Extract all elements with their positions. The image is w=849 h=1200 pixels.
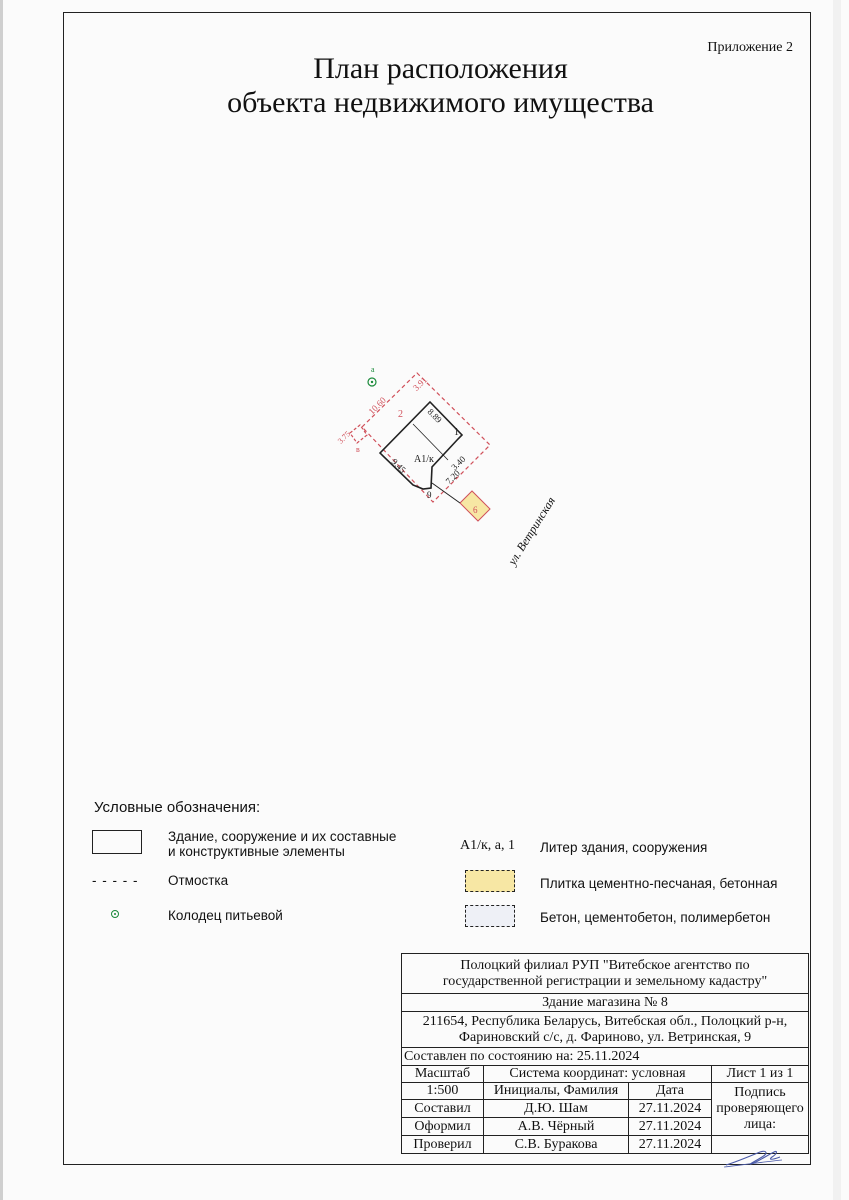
legend-building-text (168, 829, 396, 859)
scan-edge-left (0, 0, 3, 1200)
date-header: Дата (629, 1083, 712, 1100)
name-compiled: Д.Ю. Шам (484, 1100, 629, 1118)
scan-edge-right (833, 0, 841, 1200)
signature-scribble (722, 1148, 784, 1170)
dim-bottom-right: 7.20 (443, 467, 462, 487)
site-plan (330, 355, 510, 535)
role-formatted: Оформил (402, 1118, 484, 1136)
address-cell (402, 1012, 809, 1048)
legend-building-line2: и конструктивные элементы (168, 844, 345, 859)
name-checked: С.В. Буракова (484, 1136, 629, 1154)
signature-header-line2: проверяющего (716, 1101, 804, 1116)
legend-litera-symbol: А1/к, а, 1 (460, 838, 516, 853)
label-part2: 2 (398, 409, 403, 420)
object-name: Здание магазина № 8 (402, 994, 809, 1012)
address-line2: Фариновский с/с, д. Фариново, ул. Ветринская, 9 (458, 1029, 752, 1045)
building-litera: А1/к (414, 454, 434, 465)
legend-well-text: Колодец питьевой (168, 908, 283, 923)
dim-left: 9.45 (389, 456, 408, 475)
org-line2: государственной регистрации и земельному кадастру" (442, 973, 768, 989)
well-label-a: а (371, 365, 375, 374)
scale-label: Масштаб (402, 1066, 484, 1083)
legend-well-symbol (111, 910, 119, 918)
role-compiled: Составил (402, 1100, 484, 1118)
dim-outer-top-right: 3.91 (410, 374, 430, 393)
label-part6: 6 (473, 505, 478, 515)
label-part1: 1 (454, 427, 459, 438)
legend-otmostka-symbol: - - - - - (92, 873, 139, 888)
label-v: в (356, 445, 360, 454)
state-date: Составлен по состоянию на: 25.11.2024 (402, 1048, 809, 1066)
dim-outer-top: 10.60 (366, 395, 388, 417)
connector-line (432, 483, 460, 503)
legend-building-line1: Здание, сооружение и их составные (168, 829, 397, 844)
street-label: ул. Ветринская (505, 494, 558, 568)
dim-outer-left: 3.75 (335, 429, 353, 446)
sheet-number: Лист 1 из 1 (712, 1066, 809, 1083)
legend-tile-text: Плитка цементно-песчаная, бетонная (540, 876, 778, 891)
page-title-line1: План расположения (313, 52, 568, 85)
signature-header-line1: Подпись (734, 1085, 786, 1100)
signature-header (712, 1083, 809, 1136)
legend-title: Условные обозначения: (94, 799, 261, 816)
legend-otmostka-text: Отмостка (168, 873, 229, 888)
otmostka-v (350, 425, 367, 443)
legend-concrete-symbol (465, 905, 515, 927)
dim-top: 8.89 (425, 406, 444, 425)
date-compiled: 27.11.2024 (629, 1100, 712, 1118)
scale-value: 1:500 (402, 1083, 484, 1100)
legend-litera-text: Литер здания, сооружения (540, 840, 708, 855)
page-title-line2: объекта недвижимого имущества (227, 86, 654, 119)
legend-building-symbol (92, 830, 142, 854)
dim-right: 3.40 (449, 453, 468, 473)
coord-system: Система координат: условная (484, 1066, 712, 1083)
annex-label: Приложение 2 (707, 40, 793, 55)
legend-tile-symbol (465, 870, 515, 892)
org-line1: Полоцкий филиал РУП "Витебское агентство по (460, 957, 750, 973)
org-cell (402, 954, 809, 994)
address-line1: 211654, Республика Беларусь, Витебская обл., Полоцкий р-н, (422, 1013, 788, 1029)
label-part9: 9 (427, 490, 432, 500)
date-checked: 27.11.2024 (629, 1136, 712, 1154)
signature-header-line3: лица: (743, 1117, 777, 1132)
name-formatted: А.В. Чёрный (484, 1118, 629, 1136)
date-formatted: 27.11.2024 (629, 1118, 712, 1136)
legend-concrete-text: Бетон, цементобетон, полимербетон (540, 910, 771, 925)
initials-header: Инициалы, Фамилия (484, 1083, 629, 1100)
role-checked: Проверил (402, 1136, 484, 1154)
title-block (401, 953, 809, 1154)
